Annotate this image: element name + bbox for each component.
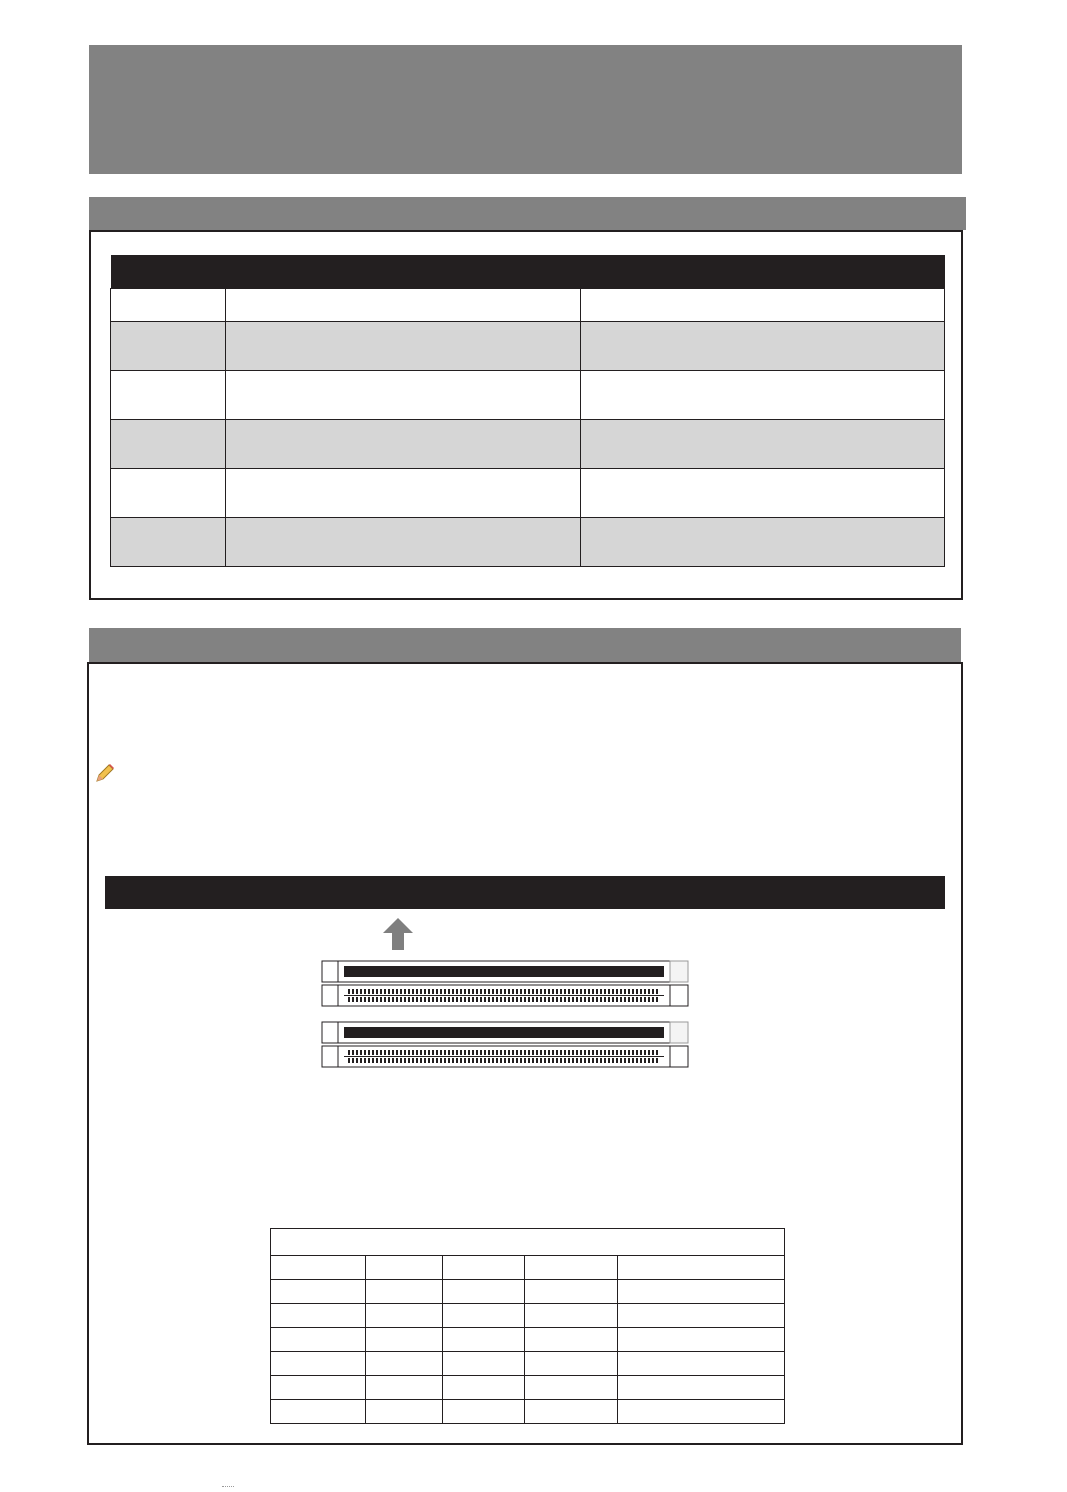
table-cell bbox=[581, 420, 945, 469]
pencil-icon bbox=[94, 762, 116, 784]
table-cell bbox=[271, 1400, 366, 1424]
table-row bbox=[271, 1400, 785, 1424]
dimm-figure-title-bar bbox=[105, 876, 945, 909]
dimm-slot bbox=[322, 961, 688, 982]
spec-header-cell bbox=[225, 255, 581, 289]
table-cell bbox=[365, 1352, 442, 1376]
title-banner bbox=[89, 45, 962, 174]
table-cell bbox=[271, 1376, 366, 1400]
table-cell bbox=[442, 1352, 524, 1376]
table-cell bbox=[524, 1352, 618, 1376]
table-cell bbox=[581, 289, 945, 322]
table-cell bbox=[271, 1280, 366, 1304]
table-cell bbox=[442, 1400, 524, 1424]
spec-table bbox=[110, 255, 945, 567]
table-row bbox=[111, 469, 945, 518]
dimm-slot bbox=[322, 985, 688, 1006]
table-cell bbox=[581, 371, 945, 420]
table-row bbox=[111, 518, 945, 567]
table-row bbox=[271, 1328, 785, 1352]
table-cell bbox=[365, 1256, 442, 1280]
table-cell bbox=[618, 1352, 785, 1376]
table-cell bbox=[111, 420, 226, 469]
table-cell bbox=[365, 1400, 442, 1424]
table-cell bbox=[225, 322, 581, 371]
table-cell bbox=[581, 469, 945, 518]
spec-header-cell bbox=[111, 255, 226, 289]
table-cell bbox=[365, 1280, 442, 1304]
table-cell bbox=[225, 518, 581, 567]
page-footer-mark bbox=[222, 1486, 234, 1490]
table-cell bbox=[442, 1304, 524, 1328]
table-cell bbox=[365, 1328, 442, 1352]
table-cell bbox=[581, 518, 945, 567]
table-row bbox=[271, 1256, 785, 1280]
table-cell bbox=[524, 1376, 618, 1400]
section-2-heading-bar bbox=[89, 628, 961, 662]
dimm-slots-diagram bbox=[320, 958, 692, 1068]
table-row bbox=[271, 1352, 785, 1376]
table-cell bbox=[618, 1304, 785, 1328]
table-cell bbox=[524, 1400, 618, 1424]
table-cell bbox=[225, 420, 581, 469]
table-cell bbox=[111, 469, 226, 518]
population-table-title-row bbox=[271, 1229, 785, 1256]
table-row bbox=[271, 1376, 785, 1400]
table-cell bbox=[365, 1304, 442, 1328]
table-row bbox=[271, 1304, 785, 1328]
table-cell bbox=[524, 1304, 618, 1328]
table-cell bbox=[111, 371, 226, 420]
table-cell bbox=[271, 1304, 366, 1328]
section-1-heading-bar bbox=[89, 197, 966, 230]
table-cell bbox=[618, 1280, 785, 1304]
table-cell bbox=[111, 518, 226, 567]
dimm-population-table bbox=[270, 1228, 785, 1424]
table-cell bbox=[271, 1352, 366, 1376]
spec-table-header bbox=[111, 255, 945, 289]
table-cell bbox=[365, 1376, 442, 1400]
table-cell bbox=[442, 1280, 524, 1304]
table-cell bbox=[111, 322, 226, 371]
table-cell bbox=[442, 1256, 524, 1280]
table-row bbox=[111, 322, 945, 371]
table-row bbox=[111, 289, 945, 322]
dimm-slot bbox=[322, 1022, 688, 1043]
spec-header-cell bbox=[581, 255, 945, 289]
table-cell bbox=[271, 1328, 366, 1352]
table-cell bbox=[524, 1280, 618, 1304]
table-cell bbox=[581, 322, 945, 371]
table-cell bbox=[618, 1256, 785, 1280]
table-row bbox=[271, 1280, 785, 1304]
table-cell bbox=[442, 1376, 524, 1400]
arrow-up-icon bbox=[383, 918, 413, 950]
table-cell bbox=[225, 371, 581, 420]
population-table-title bbox=[271, 1229, 785, 1256]
table-cell bbox=[618, 1328, 785, 1352]
table-cell bbox=[111, 289, 226, 322]
table-row bbox=[111, 371, 945, 420]
table-cell bbox=[225, 289, 581, 322]
table-cell bbox=[524, 1328, 618, 1352]
table-cell bbox=[618, 1400, 785, 1424]
table-cell bbox=[271, 1256, 366, 1280]
table-row bbox=[111, 420, 945, 469]
table-cell bbox=[442, 1328, 524, 1352]
table-cell bbox=[225, 469, 581, 518]
dimm-slot bbox=[322, 1046, 688, 1067]
table-cell bbox=[618, 1376, 785, 1400]
table-cell bbox=[524, 1256, 618, 1280]
